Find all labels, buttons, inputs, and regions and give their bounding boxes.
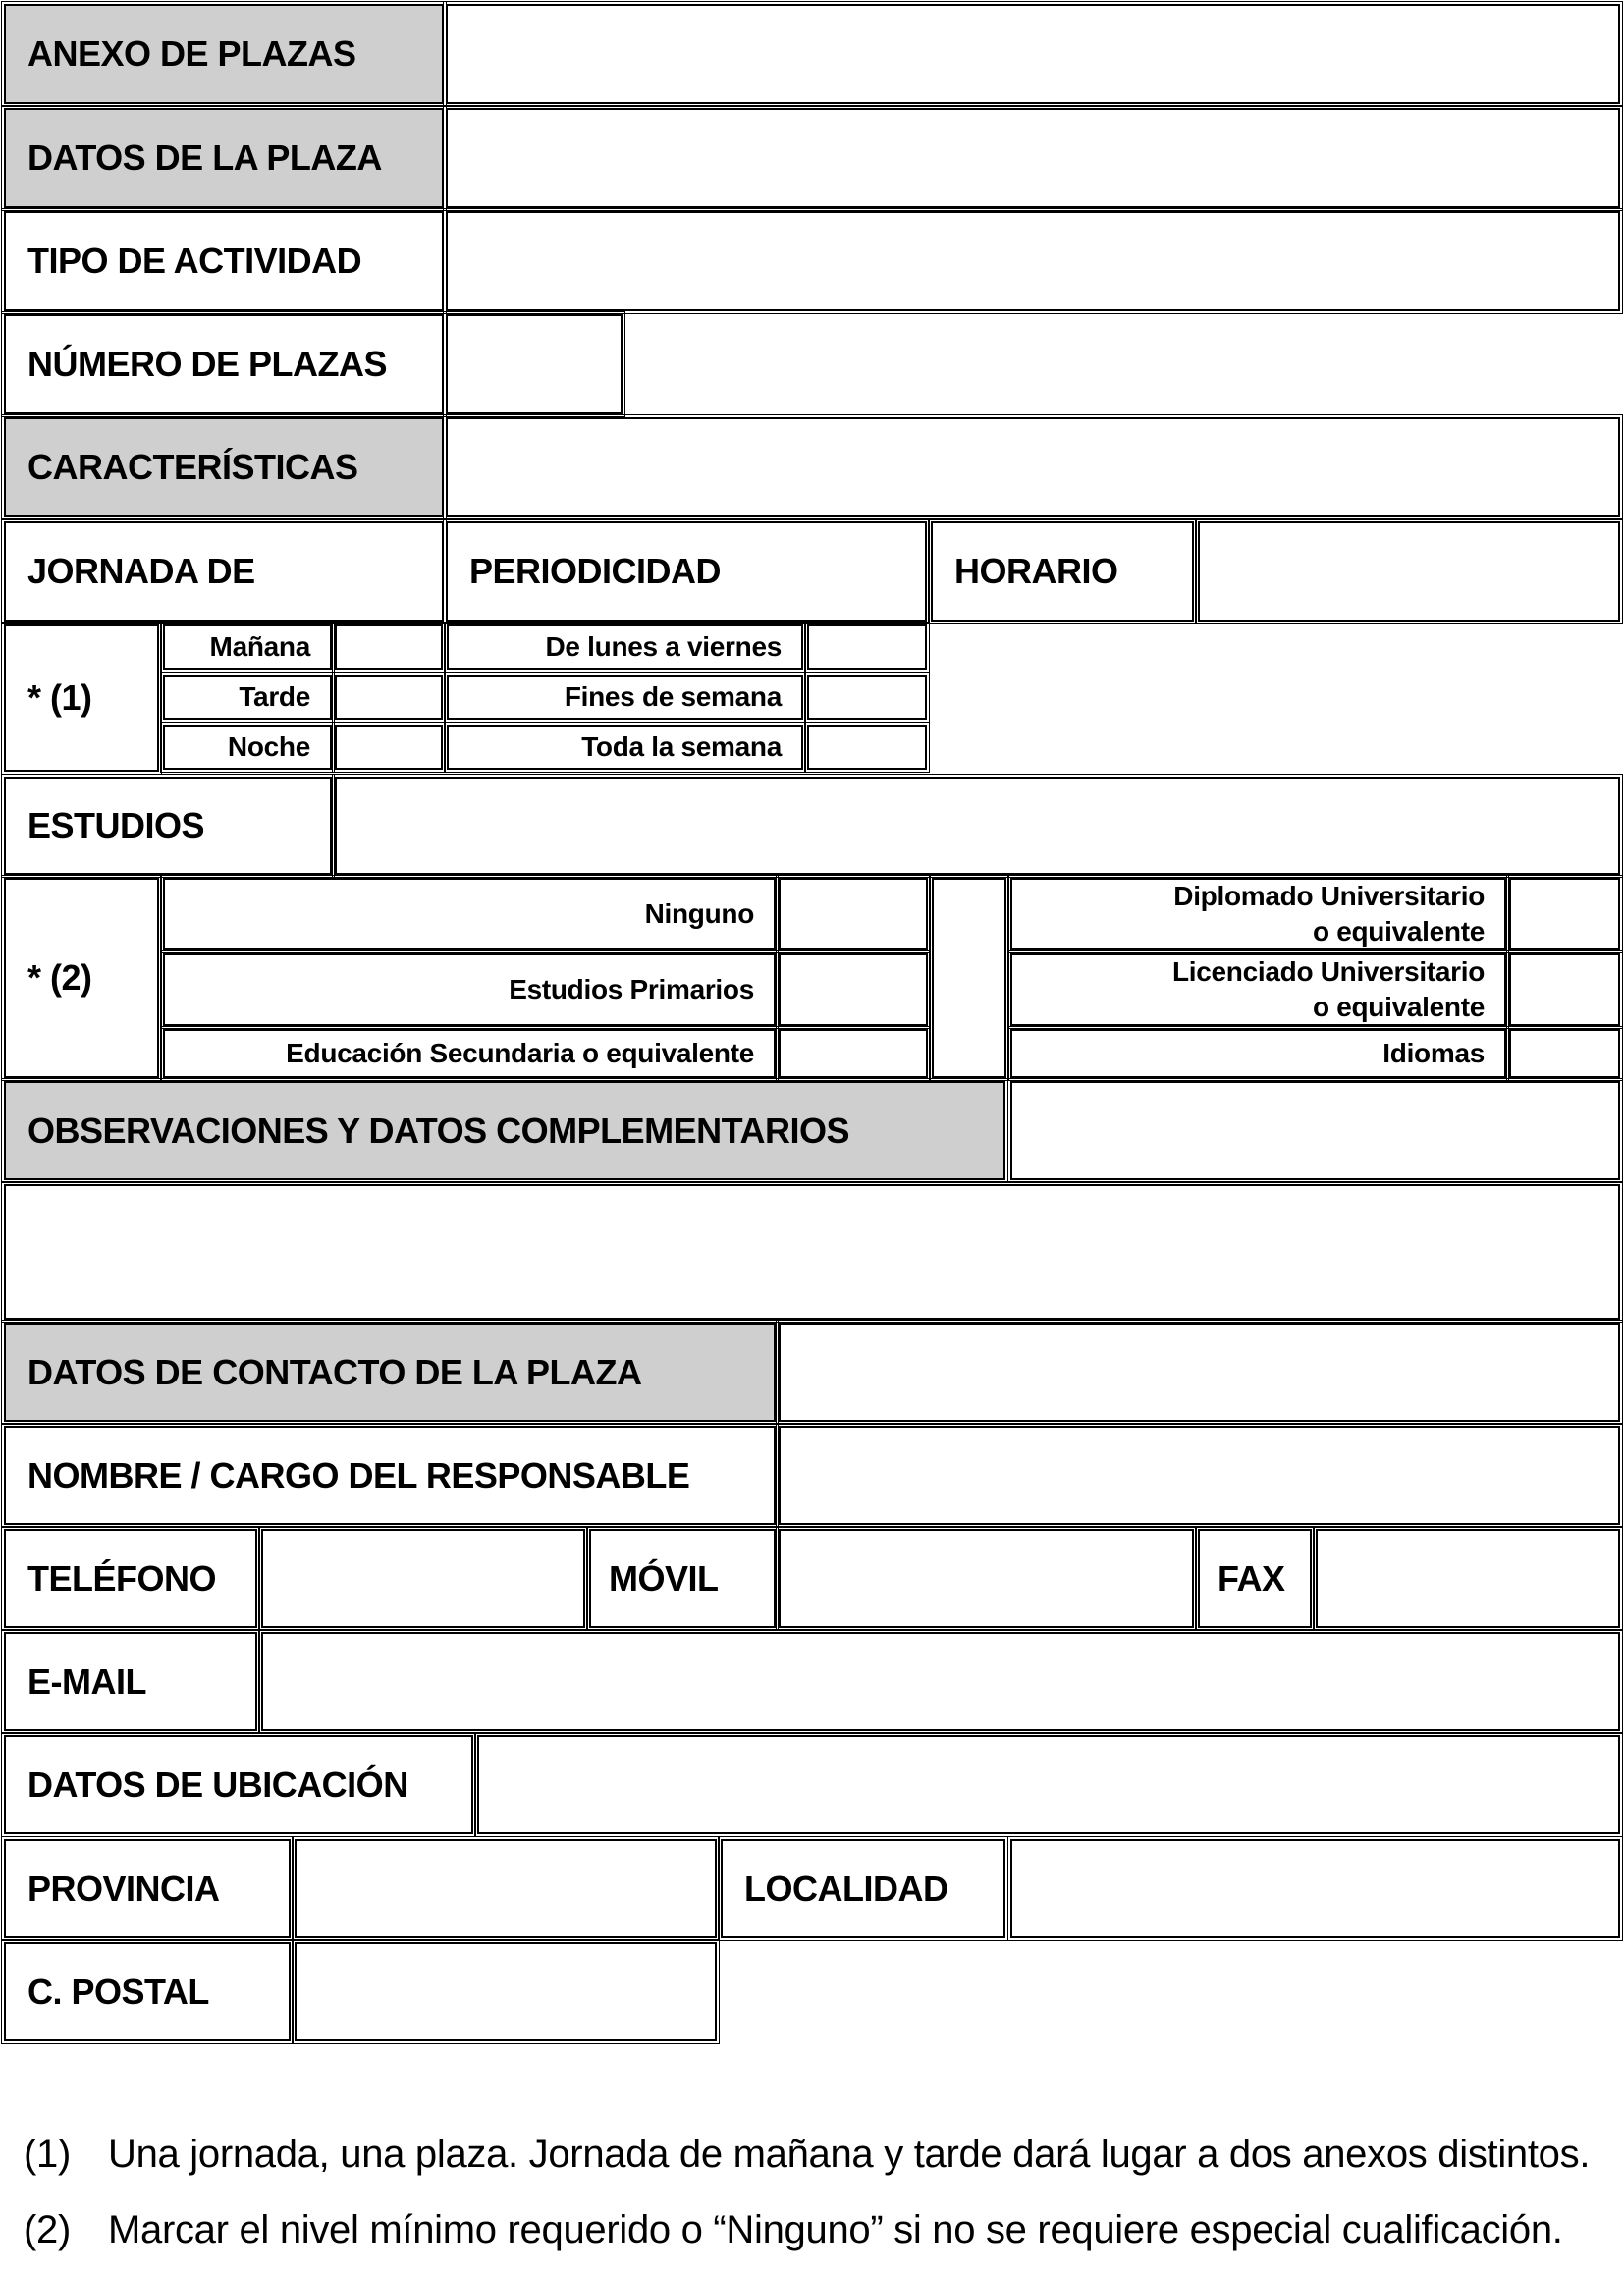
email-text: E-MAIL (27, 1660, 146, 1702)
localidad-label (721, 1839, 1005, 1938)
email-field[interactable] (261, 1632, 1620, 1731)
estudio-licenciado-checkbox[interactable] (1509, 953, 1620, 1026)
periodo-fines-semana-label (447, 675, 803, 720)
estudios-label (4, 777, 332, 875)
localidad-text: LOCALIDAD (744, 1868, 948, 1909)
turno-tarde-label (163, 675, 332, 720)
anexo-field[interactable] (446, 4, 1620, 104)
turno-noche-checkbox[interactable] (335, 725, 443, 770)
caracteristicas-text: CARACTERÍSTICAS (27, 447, 358, 487)
telefono-label (4, 1529, 257, 1628)
datos-plaza-text: DATOS DE LA PLAZA (27, 137, 382, 178)
horario-label (931, 521, 1194, 622)
note-1-marker (4, 624, 159, 772)
estudio-primarios-text: Estudios Primarios (509, 974, 754, 1004)
estudios-text: ESTUDIOS (27, 805, 205, 845)
ubicacion-label (4, 1735, 473, 1834)
footnote-2 (24, 2208, 1563, 2252)
telefono-text: TELÉFONO (27, 1557, 216, 1598)
tipo-actividad-field[interactable] (446, 211, 1620, 311)
fax-text: FAX (1218, 1557, 1285, 1598)
estudio-secundaria-text: Educación Secundaria o equivalente (286, 1038, 754, 1068)
note-2-marker (4, 878, 159, 1078)
periodo-toda-semana-text: Toda la semana (581, 731, 782, 762)
periodo-fines-semana-text: Fines de semana (564, 681, 782, 712)
numero-plazas-label (4, 314, 444, 414)
localidad-field[interactable] (1010, 1839, 1620, 1938)
footnote-2-text: Marcar el nivel mínimo requerido o “Ninguno” si no se requiere especial cualificación. (108, 2208, 1563, 2251)
estudio-licenciado-text: Licenciado Universitario o equivalente (1171, 956, 1485, 1022)
turno-noche-text: Noche (227, 731, 310, 762)
estudio-ninguno-label (163, 878, 776, 950)
datos-plaza-field[interactable] (446, 108, 1620, 208)
estudio-diplomado-text: Diplomado Universitario o equivalente (1173, 881, 1485, 947)
footnote-1-text: Una jornada, una plaza. Jornada de mañana y tarde dará lugar a dos anexos distintos. (108, 2133, 1591, 2176)
estudios-spacer (932, 878, 1006, 1078)
estudio-secundaria-checkbox[interactable] (779, 1029, 928, 1078)
responsable-text: NOMBRE / CARGO DEL RESPONSABLE (27, 1454, 690, 1495)
responsable-field[interactable] (779, 1426, 1620, 1525)
note-2-text: * (2) (27, 957, 92, 998)
turno-manana-text: Mañana (209, 631, 310, 662)
ubicacion-text: DATOS DE UBICACIÓN (27, 1763, 408, 1805)
horario-text: HORARIO (954, 551, 1118, 591)
movil-label (589, 1529, 776, 1628)
caracteristicas-field[interactable] (446, 417, 1620, 517)
periodo-toda-semana-label (447, 725, 803, 770)
estudio-idiomas-label (1010, 1029, 1506, 1078)
estudios-field[interactable] (335, 777, 1620, 875)
observaciones-textarea[interactable] (4, 1184, 1620, 1320)
periodo-lunes-viernes-checkbox[interactable] (807, 624, 927, 670)
periodo-lunes-viernes-text: De lunes a viernes (545, 631, 782, 662)
estudio-secundaria-label (163, 1029, 776, 1078)
numero-plazas-text: NÚMERO DE PLAZAS (27, 344, 388, 384)
provincia-field[interactable] (295, 1839, 717, 1938)
footnote-1 (24, 2133, 1590, 2177)
note-1-text: * (1) (27, 677, 92, 718)
datos-plaza-label (4, 108, 444, 208)
estudio-primarios-checkbox[interactable] (779, 953, 928, 1026)
email-label (4, 1632, 257, 1731)
provincia-text: PROVINCIA (27, 1868, 220, 1909)
periodicidad-label (446, 521, 927, 622)
tipo-actividad-label (4, 211, 444, 311)
movil-field[interactable] (779, 1529, 1194, 1628)
periodo-toda-semana-checkbox[interactable] (807, 725, 927, 770)
contacto-text: DATOS DE CONTACTO DE LA PLAZA (27, 1351, 642, 1392)
anexo-label (4, 4, 444, 104)
observaciones-side-field[interactable] (1010, 1081, 1620, 1180)
ubicacion-field[interactable] (477, 1735, 1620, 1834)
fax-field[interactable] (1316, 1529, 1620, 1628)
periodo-lunes-viernes-label (447, 624, 803, 670)
cpostal-label (4, 1942, 291, 2041)
horario-field[interactable] (1198, 521, 1620, 622)
estudio-primarios-label (163, 953, 776, 1026)
estudio-idiomas-text: Idiomas (1382, 1038, 1485, 1068)
observaciones-text: OBSERVACIONES Y DATOS COMPLEMENTARIOS (27, 1110, 849, 1151)
turno-tarde-text: Tarde (239, 681, 310, 712)
estudio-ninguno-checkbox[interactable] (779, 878, 928, 950)
footnote-1-number: (1) (24, 2133, 71, 2176)
estudio-licenciado-label (1010, 953, 1506, 1026)
numero-plazas-field[interactable] (446, 314, 623, 414)
turno-tarde-checkbox[interactable] (335, 675, 443, 720)
turno-noche-label (163, 725, 332, 770)
telefono-field[interactable] (261, 1529, 585, 1628)
estudio-diplomado-label (1010, 878, 1506, 950)
caracteristicas-label (4, 417, 444, 517)
responsable-label (4, 1426, 776, 1525)
anexo-text: ANEXO DE PLAZAS (27, 33, 356, 74)
periodicidad-text: PERIODICIDAD (469, 551, 722, 591)
estudio-idiomas-checkbox[interactable] (1509, 1029, 1620, 1078)
contacto-field[interactable] (779, 1323, 1620, 1422)
periodo-fines-semana-checkbox[interactable] (807, 675, 927, 720)
footnote-2-number: (2) (24, 2208, 71, 2251)
fax-label (1198, 1529, 1312, 1628)
turno-manana-checkbox[interactable] (335, 624, 443, 670)
observaciones-label (4, 1081, 1005, 1180)
tipo-actividad-text: TIPO DE ACTIVIDAD (27, 241, 362, 281)
turno-manana-label (163, 624, 332, 670)
provincia-label (4, 1839, 291, 1938)
estudio-ninguno-text: Ninguno (644, 898, 754, 929)
estudio-diplomado-checkbox[interactable] (1509, 878, 1620, 950)
cpostal-text: C. POSTAL (27, 1971, 209, 2012)
contacto-label (4, 1323, 776, 1422)
jornada-label (4, 521, 444, 622)
movil-text: MÓVIL (609, 1557, 719, 1598)
cpostal-field[interactable] (295, 1942, 717, 2041)
jornada-text: JORNADA DE (27, 551, 255, 591)
